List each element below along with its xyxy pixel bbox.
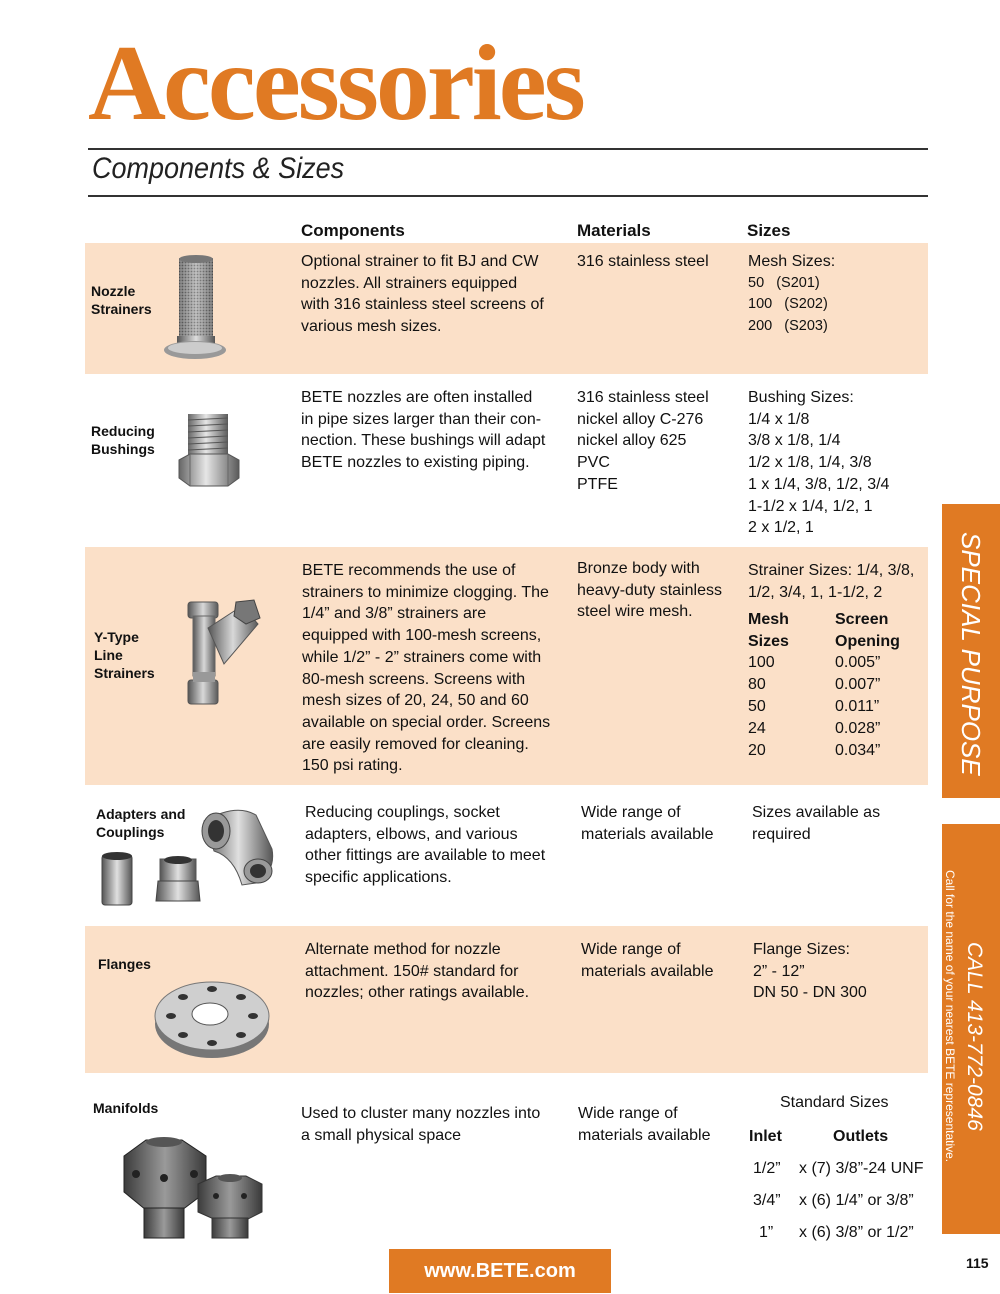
column-header-materials: Materials xyxy=(577,221,651,240)
components-nozzle-strainers: Optional strainer to fit BJ and CW nozzles. All strainers equipped with 316 stainless steel screens of various mesh sizes. xyxy=(301,253,544,336)
row-label-adapters-couplings: Adapters and Couplings xyxy=(96,806,186,840)
manifold-inlet-header: Inlet xyxy=(749,1128,782,1145)
components-adapters-couplings: Reducing couplings, socket adapters, elbows, and various other fittings are available to meet specific applications. xyxy=(305,804,546,887)
website-link[interactable]: www.BETE.com xyxy=(389,1249,611,1293)
materials-adapters-couplings: Wide range of materials available xyxy=(581,804,714,843)
row-label-y-type: Y-Type Line Strainers xyxy=(94,629,155,681)
page-subtitle: Components & Sizes xyxy=(92,152,345,185)
nozzle-strainer-image xyxy=(163,252,227,360)
sizes-y-type: Strainer Sizes: 1/4, 3/8, 1/2, 3/4, 1, 1-1/2, 2 xyxy=(748,562,915,601)
row-label-reducing-bushings: Reducing Bushings xyxy=(91,423,155,457)
manifold-size-inlet-3: 1” xyxy=(759,1224,774,1241)
materials-reducing-bushings: 316 stainless steel nickel alloy C-276 nickel alloy 625 PVC PTFE xyxy=(577,389,709,493)
sizes-reducing-bushings: Bushing Sizes: 1/4 x 1/8 3/8 x 1/8, 1/4 1/2 x 1/8, 1/4, 3/8 1 x 1/4, 3/8, 1/2, 3/4 1-1/2 x 1/4, 1/2, 1 2 x 1/2, 1 xyxy=(748,389,890,537)
subtitle-rule xyxy=(88,195,928,197)
manifold-size-outlet-2: x (6) 1/4” or 3/8” xyxy=(799,1192,914,1209)
page-number: 115 xyxy=(966,1255,989,1271)
sizes-adapters-couplings: Sizes available as required xyxy=(752,804,881,843)
column-header-components: Components xyxy=(301,221,405,240)
call-tab: CALL 413-772-0846 Call for the name of your nearest BETE representative. xyxy=(942,824,1000,1234)
manifold-image xyxy=(116,1132,272,1242)
components-flanges: Alternate method for nozzle attachment. 150# standard for nozzles; other ratings available. xyxy=(305,941,530,1002)
column-header-sizes: Sizes xyxy=(747,221,791,240)
materials-flanges: Wide range of materials available xyxy=(581,941,714,980)
manifold-outlets-header: Outlets xyxy=(833,1128,889,1145)
manifold-standard-sizes-title: Standard Sizes xyxy=(780,1094,889,1111)
y-type-strainer-image xyxy=(180,598,262,710)
manifold-size-inlet-1: 1/2” xyxy=(753,1160,781,1177)
manifold-size-inlet-2: 3/4” xyxy=(753,1192,781,1209)
row-label-manifolds: Manifolds xyxy=(93,1100,159,1116)
materials-y-type: Bronze body with heavy-duty stainless steel wire mesh. xyxy=(577,560,722,621)
components-reducing-bushings: BETE nozzles are often installed in pipe sizes larger than their con- nection. These bushings will adapt BETE nozzles to existing piping. xyxy=(301,389,546,472)
manifold-size-outlet-3: x (6) 3/8” or 1/2” xyxy=(799,1224,914,1241)
manifold-size-outlet-1: x (7) 3/8”-24 UNF xyxy=(799,1160,924,1177)
reducing-bushing-image xyxy=(176,410,242,488)
components-manifolds: Used to cluster many nozzles into a small physical space xyxy=(301,1105,541,1144)
sizes-nozzle-strainers: Mesh Sizes: 50 (S201) 100 (S202) 200 (S203) xyxy=(748,253,836,335)
materials-manifolds: Wide range of materials available xyxy=(578,1105,711,1144)
materials-nozzle-strainers: 316 stainless steel xyxy=(577,253,709,270)
special-purpose-tab: SPECIAL PURPOSE xyxy=(942,504,1000,798)
title-rule xyxy=(88,148,928,150)
sizes-flanges: Flange Sizes: 2” - 12” DN 50 - DN 300 xyxy=(753,941,867,1002)
components-y-type: BETE recommends the use of strainers to minimize clogging. The 1/4” and 3/8” strainers are equipped with 100-mesh screens, while 1/2” - 2” strainers come with 80-mesh screens. Screens with mesh sizes of 20, 24, 50 and 60 available on special order. Screens are easily removed for cleaning. 150 psi rating. xyxy=(302,562,551,775)
flange-image xyxy=(153,970,271,1062)
row-label-nozzle-strainers: Nozzle Strainers xyxy=(91,283,152,317)
row-label-flanges: Flanges xyxy=(98,956,151,972)
adapters-couplings-image xyxy=(96,797,282,911)
page-title: Accessories xyxy=(88,24,583,143)
